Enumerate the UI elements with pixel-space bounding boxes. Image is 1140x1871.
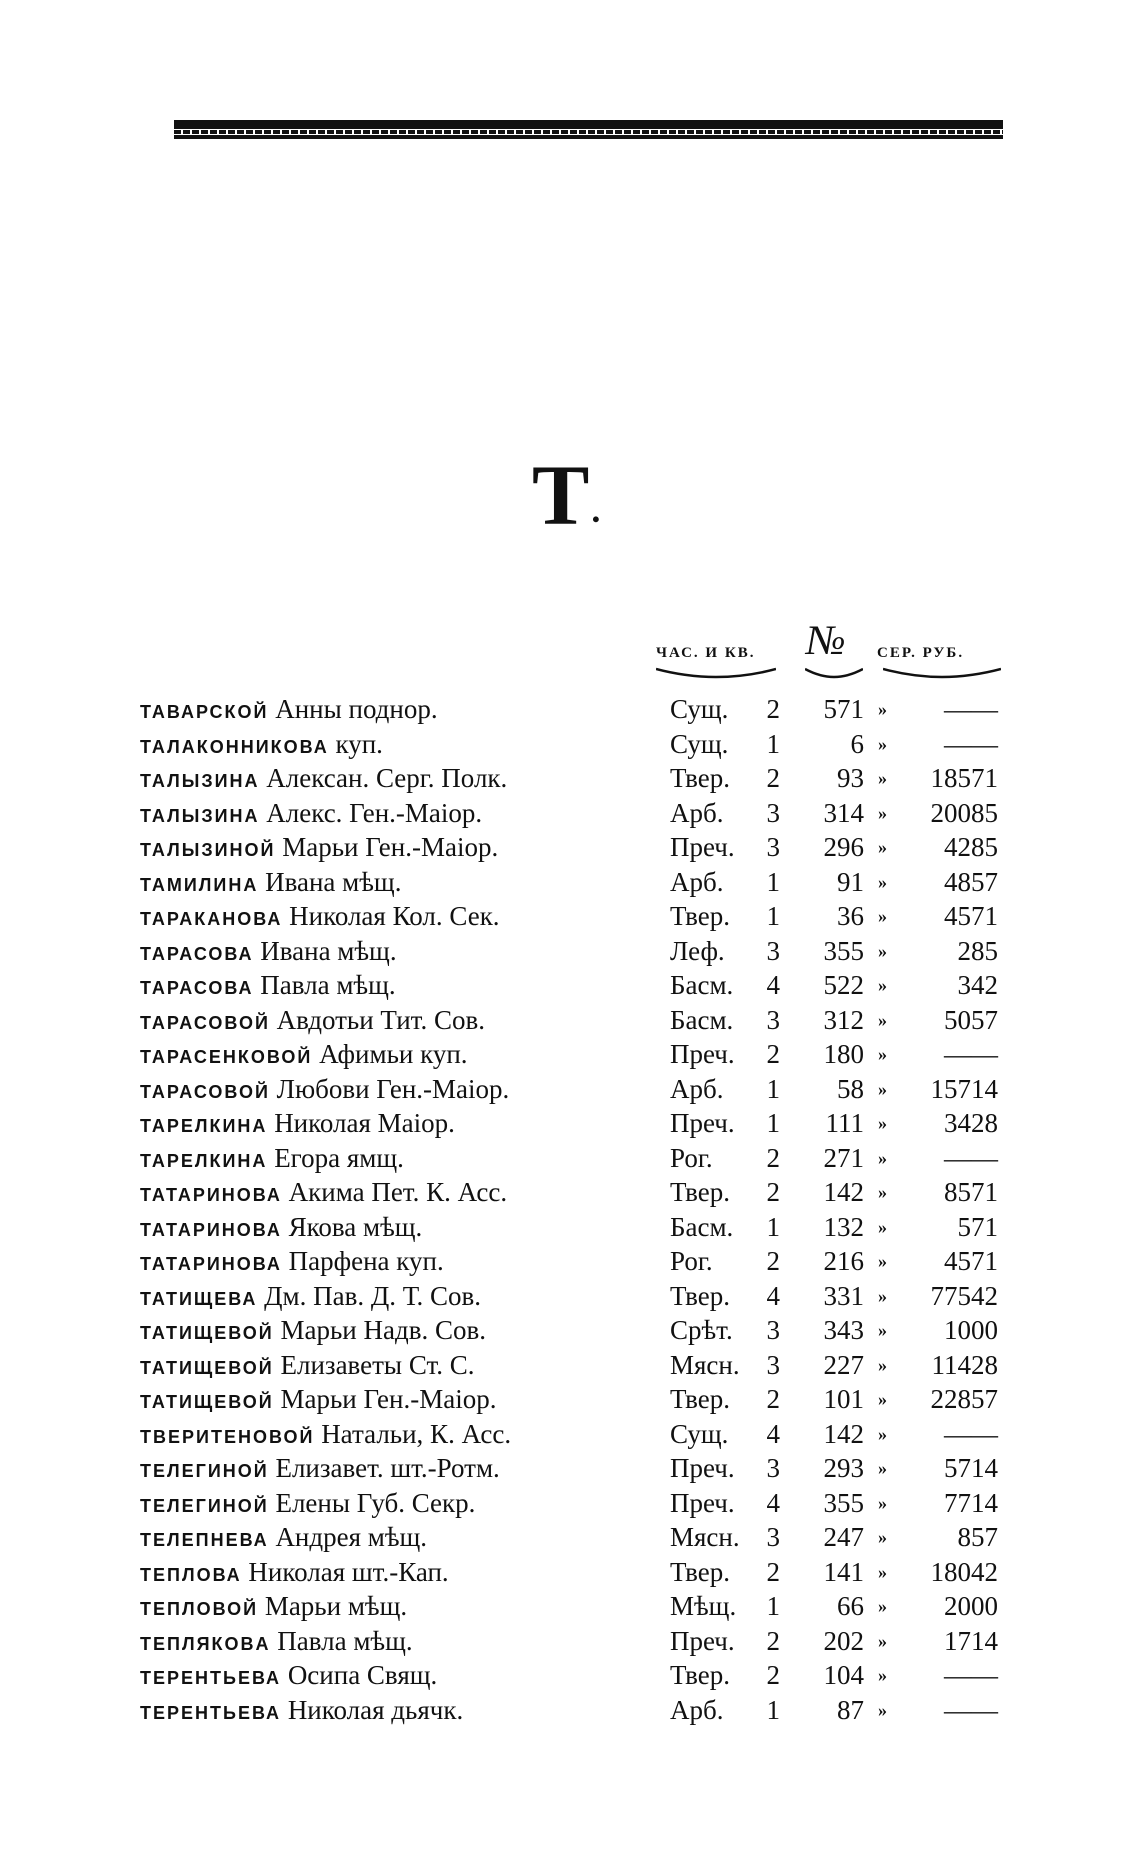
entry-house-number: 216	[823, 1246, 864, 1276]
entry-district: Арб.	[670, 1694, 724, 1725]
entry-name	[140, 1451, 656, 1489]
entry-ditto-mark: »	[878, 906, 887, 926]
entry-ditto-mark: »	[878, 1009, 887, 1030]
entry-house-number: 36	[837, 901, 864, 931]
list-item	[0, 934, 1140, 969]
entry-ditto-mark: »	[878, 1527, 887, 1547]
entry-name	[140, 1210, 656, 1248]
entry-district: Твер.	[670, 1556, 730, 1587]
entry-ditto-mark: »	[878, 871, 887, 892]
entry-ditto-mark: »	[878, 699, 887, 719]
entry-surname: ТАТИЩЕВОЙ	[140, 1357, 274, 1378]
entry-details: Анны поднор.	[275, 694, 438, 724]
list-item	[0, 1520, 1140, 1555]
entry-district: Твер.	[670, 901, 730, 931]
list-item	[0, 1624, 1140, 1659]
top-ornamental-rule	[174, 118, 1003, 142]
entry-quarter: 2	[766, 1625, 780, 1656]
entry-quarter: 3	[766, 1315, 780, 1345]
entry-district: Арб.	[670, 1073, 724, 1104]
entry-surname: ТЕПЛОВОЙ	[140, 1599, 259, 1619]
entry-district: Сущ.	[670, 1418, 729, 1449]
entry-district: Басм.	[670, 1004, 734, 1035]
entry-district: Леф.	[670, 935, 725, 966]
entry-district: Твер.	[670, 1177, 730, 1207]
list-item	[0, 1382, 1140, 1417]
entry-details: Афимьи куп.	[319, 1039, 468, 1069]
entry-house-number: 180	[823, 1039, 864, 1069]
entry-ditto-mark: »	[878, 837, 887, 857]
entry-quarter: 1	[766, 1591, 780, 1621]
entry-silver-rubles: ——	[944, 1418, 998, 1449]
entry-ditto-mark: »	[878, 1423, 887, 1444]
entry-ditto-mark: »	[878, 1182, 887, 1202]
list-item	[0, 692, 1140, 727]
brace-silver	[883, 667, 1001, 679]
entry-details: Алексан. Серг. Полк.	[266, 763, 508, 793]
entry-district: Твер.	[670, 1384, 730, 1414]
entry-surname: ТАТИЩЕВОЙ	[140, 1323, 274, 1343]
entry-house-number: 91	[837, 866, 864, 897]
entry-ditto-mark: »	[878, 940, 887, 961]
entry-house-number: 104	[823, 1660, 864, 1690]
entry-details: куп.	[335, 728, 383, 759]
entry-surname: ТВЕРИТЕНОВОЙ	[140, 1426, 315, 1447]
entry-silver-rubles: 20085	[930, 797, 998, 828]
entry-house-number: 314	[823, 797, 864, 828]
list-item	[0, 1175, 1140, 1210]
entry-quarter: 2	[766, 694, 780, 724]
entry-surname: ТАВАРСКОЙ	[140, 702, 269, 722]
entry-silver-rubles: 4571	[944, 901, 998, 931]
entry-surname: ТАТИЩЕВА	[140, 1288, 258, 1309]
entry-quarter: 1	[766, 1073, 780, 1104]
entry-surname: ТЕЛЕГИНОЙ	[140, 1495, 269, 1516]
entry-ditto-mark: »	[878, 1389, 887, 1409]
entry-house-number: 355	[823, 935, 864, 966]
entry-house-number: 522	[823, 970, 864, 1000]
entry-details: Николая Маіор.	[274, 1108, 455, 1138]
entry-quarter: 3	[766, 1522, 780, 1552]
entry-silver-rubles: 77542	[930, 1280, 998, 1311]
entry-house-number: 571	[823, 694, 864, 724]
entry-district: Твер.	[670, 1280, 730, 1311]
entry-silver-rubles: 4857	[944, 866, 998, 897]
list-item	[0, 1313, 1140, 1348]
list-item	[0, 1244, 1140, 1279]
brace-number	[805, 667, 863, 679]
entry-house-number: 111	[825, 1108, 864, 1138]
entry-silver-rubles: 8571	[944, 1177, 998, 1207]
entry-ditto-mark: »	[878, 1216, 887, 1237]
entry-details: Алекс. Ген.-Маіор.	[266, 797, 483, 828]
entry-house-number: 142	[823, 1177, 864, 1207]
entry-details: Якова мѣщ.	[288, 1211, 423, 1242]
entry-details: Елизавет. шт.-Ротм.	[275, 1453, 500, 1483]
entry-house-number: 293	[823, 1453, 864, 1483]
entry-district: Арб.	[670, 866, 724, 897]
entry-surname: ТАРАСЕНКОВОЙ	[140, 1047, 313, 1067]
entry-name	[140, 1693, 656, 1731]
entry-house-number: 132	[823, 1211, 864, 1242]
entry-name	[140, 1106, 656, 1144]
entry-quarter: 2	[766, 1556, 780, 1587]
entry-ditto-mark: »	[878, 1147, 887, 1168]
entry-district: Твер.	[670, 1660, 730, 1690]
list-item	[0, 899, 1140, 934]
entry-details: Андрея мѣщ.	[275, 1522, 428, 1552]
entry-house-number: 247	[823, 1522, 864, 1552]
list-item	[0, 1106, 1140, 1141]
list-item	[0, 1486, 1140, 1521]
entry-details: Марьи Ген.-Маіор.	[282, 832, 499, 862]
entry-house-number: 142	[823, 1418, 864, 1449]
entry-name	[140, 796, 656, 834]
entry-house-number: 312	[823, 1004, 864, 1035]
entry-name	[140, 692, 656, 730]
entry-silver-rubles: ——	[944, 728, 998, 759]
entry-details: Павла мѣщ.	[277, 1625, 413, 1656]
entry-quarter: 2	[766, 763, 780, 793]
entry-quarter: 4	[766, 970, 780, 1000]
entry-surname: ТАРАСОВОЙ	[140, 1081, 270, 1102]
entry-surname: ТАРАСОВА	[140, 943, 254, 964]
entry-district: Твер.	[670, 763, 730, 793]
entry-silver-rubles: 5057	[944, 1004, 998, 1035]
entry-house-number: 296	[823, 832, 864, 862]
entry-silver-rubles: ——	[944, 694, 998, 724]
entry-house-number: 355	[823, 1487, 864, 1518]
entry-surname: ТЕРЕНТЬЕВА	[140, 1702, 282, 1723]
entry-district: Сущ.	[670, 728, 729, 759]
entry-house-number: 93	[837, 763, 864, 793]
entry-details: Натальи, К. Асс.	[321, 1418, 512, 1449]
list-item	[0, 968, 1140, 1003]
entry-quarter: 2	[766, 1384, 780, 1414]
list-item	[0, 1555, 1140, 1590]
entry-district: Преч.	[670, 1453, 735, 1483]
entry-surname: ТАРАСОВА	[140, 978, 254, 998]
entry-name	[140, 1589, 656, 1627]
entry-house-number: 271	[823, 1142, 864, 1173]
entry-quarter: 2	[766, 1039, 780, 1069]
list-item	[0, 1348, 1140, 1383]
entry-name	[140, 1072, 656, 1110]
entry-silver-rubles: ——	[944, 1694, 998, 1725]
entry-details: Егора ямщ.	[274, 1142, 404, 1173]
entry-district: Басм.	[670, 970, 734, 1000]
entry-surname: ТАЛЫЗИНОЙ	[140, 840, 276, 860]
section-letter-text: Т	[532, 447, 592, 543]
list-item	[0, 865, 1140, 900]
entry-details: Елизаветы Ст. С.	[280, 1349, 475, 1380]
entry-silver-rubles: 5714	[944, 1453, 998, 1483]
entry-surname: ТАЛЫЗИНА	[140, 805, 260, 826]
entry-silver-rubles: 2000	[944, 1591, 998, 1621]
entry-house-number: 202	[823, 1625, 864, 1656]
list-item	[0, 1589, 1140, 1624]
entry-silver-rubles: 857	[957, 1522, 998, 1552]
entry-house-number: 87	[837, 1694, 864, 1725]
entry-district: Рог.	[670, 1142, 713, 1173]
entry-details: Авдотьи Тит. Сов.	[276, 1004, 485, 1035]
entry-house-number: 6	[850, 728, 864, 759]
entry-list	[0, 692, 1140, 1727]
list-item	[0, 1072, 1140, 1107]
entry-ditto-mark: »	[878, 733, 887, 754]
entry-ditto-mark: »	[878, 802, 887, 823]
entry-district: Мѣщ.	[670, 1591, 737, 1621]
entry-silver-rubles: ——	[944, 1142, 998, 1173]
entry-name	[140, 727, 656, 765]
entry-surname: ТАМИЛИНА	[140, 874, 259, 895]
entry-name	[140, 761, 656, 799]
entry-ditto-mark: »	[878, 1044, 887, 1064]
entry-silver-rubles: 285	[957, 935, 998, 966]
entry-details: Николая дьячк.	[287, 1694, 464, 1725]
entry-district: Преч.	[670, 1625, 735, 1656]
entry-details: Елены Губ. Секр.	[275, 1487, 476, 1518]
list-item	[0, 1037, 1140, 1072]
entry-details: Осипа Свящ.	[287, 1660, 438, 1690]
entry-name	[140, 1141, 656, 1179]
list-item	[0, 796, 1140, 831]
entry-quarter: 1	[766, 728, 780, 759]
entry-surname: ТАТАРИНОВА	[140, 1219, 282, 1240]
entry-name	[140, 1382, 656, 1420]
entry-details: Ивана мѣщ.	[260, 935, 397, 966]
entry-quarter: 2	[766, 1142, 780, 1173]
entry-surname: ТЕЛЕПНЕВА	[140, 1530, 269, 1550]
entry-surname: ТАРАКАНОВА	[140, 909, 283, 929]
entry-silver-rubles: 11428	[931, 1349, 998, 1380]
entry-details: Марьи Надв. Сов.	[280, 1315, 486, 1345]
entry-quarter: 2	[766, 1177, 780, 1207]
entry-quarter: 1	[766, 901, 780, 931]
entry-ditto-mark: »	[878, 1458, 887, 1478]
header-number: №	[806, 618, 846, 664]
entry-surname: ТАЛЫЗИНА	[140, 771, 260, 791]
list-item	[0, 830, 1140, 865]
entry-ditto-mark: »	[878, 1354, 887, 1375]
entry-surname: ТАРАСОВОЙ	[140, 1012, 270, 1033]
entry-quarter: 4	[766, 1487, 780, 1518]
entry-district: Преч.	[670, 1487, 735, 1518]
entry-name	[140, 1348, 656, 1386]
entry-quarter: 3	[766, 935, 780, 966]
entry-ditto-mark: »	[878, 1078, 887, 1099]
entry-details: Ивана мѣщ.	[265, 866, 402, 897]
entry-house-number: 141	[823, 1556, 864, 1587]
entry-surname: ТАТАРИНОВА	[140, 1254, 282, 1274]
entry-silver-rubles: 18042	[930, 1556, 998, 1587]
entry-name	[140, 1279, 656, 1317]
entry-name	[140, 1555, 656, 1593]
list-item	[0, 1451, 1140, 1486]
entry-district: Мясн.	[670, 1522, 740, 1552]
entry-silver-rubles: 4571	[944, 1246, 998, 1276]
entry-surname: ТАТИЩЕВОЙ	[140, 1392, 274, 1412]
entry-silver-rubles: ——	[944, 1039, 998, 1069]
entry-silver-rubles: 1714	[944, 1625, 998, 1656]
entry-name	[140, 899, 656, 937]
entry-surname: ТАТАРИНОВА	[140, 1185, 282, 1205]
entry-silver-rubles: 18571	[930, 763, 998, 793]
entry-name	[140, 1003, 656, 1041]
entry-silver-rubles: 1000	[944, 1315, 998, 1345]
entry-details: Дм. Пав. Д. Т. Сов.	[264, 1280, 482, 1311]
entry-house-number: 101	[823, 1384, 864, 1414]
entry-silver-rubles: 3428	[944, 1108, 998, 1138]
entry-name	[140, 865, 656, 903]
entry-district: Преч.	[670, 1039, 735, 1069]
entry-district: Мясн.	[670, 1349, 740, 1380]
entry-details: Николая шт.-Кап.	[248, 1556, 449, 1587]
entry-silver-rubles: 4285	[944, 832, 998, 862]
entry-name	[140, 1037, 656, 1075]
header-silver: СЕР. РУБ.	[877, 645, 965, 661]
list-item	[0, 727, 1140, 762]
entry-district: Преч.	[670, 832, 735, 862]
entry-name	[140, 1486, 656, 1524]
entry-ditto-mark: »	[878, 1251, 887, 1271]
entry-surname: ТЕПЛОВА	[140, 1564, 242, 1585]
entry-ditto-mark: »	[878, 1561, 887, 1582]
entry-quarter: 3	[766, 1453, 780, 1483]
column-headers	[0, 615, 1140, 695]
entry-district: Басм.	[670, 1211, 734, 1242]
entry-quarter: 3	[766, 832, 780, 862]
entry-quarter: 4	[766, 1280, 780, 1311]
entry-district: Рог.	[670, 1246, 713, 1276]
entry-ditto-mark: »	[878, 975, 887, 995]
entry-surname: ТЕРЕНТЬЕВА	[140, 1668, 282, 1688]
entry-silver-rubles: 15714	[930, 1073, 998, 1104]
entry-ditto-mark: »	[878, 1113, 887, 1133]
entry-ditto-mark: »	[878, 1699, 887, 1720]
entry-details: Акима Пет. К. Асс.	[288, 1177, 508, 1207]
section-letter-dot: .	[591, 490, 603, 530]
section-letter	[532, 447, 603, 543]
entry-name	[140, 1624, 656, 1662]
list-item	[0, 761, 1140, 796]
entry-quarter: 1	[766, 866, 780, 897]
entry-house-number: 58	[837, 1073, 864, 1104]
entry-ditto-mark: »	[878, 1492, 887, 1513]
entry-ditto-mark: »	[878, 1596, 887, 1616]
list-item	[0, 1693, 1140, 1728]
header-quarter: ЧАС. И КВ.	[656, 645, 756, 661]
entry-silver-rubles: 22857	[930, 1384, 998, 1414]
entry-quarter: 4	[766, 1418, 780, 1449]
entry-details: Любови Ген.-Маіор.	[276, 1073, 510, 1104]
entry-house-number: 66	[837, 1591, 864, 1621]
entry-surname: ТАЛАКОННИКОВА	[140, 736, 329, 757]
entry-silver-rubles: ——	[944, 1660, 998, 1690]
entry-quarter: 3	[766, 797, 780, 828]
entry-quarter: 1	[766, 1694, 780, 1725]
entry-details: Николая Кол. Сек.	[289, 901, 500, 931]
entry-ditto-mark: »	[878, 1320, 887, 1340]
entry-details: Марьи Ген.-Маіор.	[280, 1384, 497, 1414]
entry-ditto-mark: »	[878, 768, 887, 788]
list-item	[0, 1658, 1140, 1693]
entry-name	[140, 1244, 656, 1282]
entry-name	[140, 830, 656, 868]
entry-quarter: 2	[766, 1660, 780, 1690]
list-item	[0, 1210, 1140, 1245]
entry-name	[140, 1175, 656, 1213]
entry-quarter: 3	[766, 1004, 780, 1035]
entry-silver-rubles: 342	[957, 970, 998, 1000]
entry-house-number: 343	[823, 1315, 864, 1345]
entry-details: Павла мѣщ.	[260, 970, 396, 1000]
entry-name	[140, 1520, 656, 1558]
entry-district: Срѣт.	[670, 1315, 733, 1345]
entry-ditto-mark: »	[878, 1630, 887, 1651]
entry-silver-rubles: 7714	[944, 1487, 998, 1518]
entry-ditto-mark: »	[878, 1285, 887, 1306]
entry-surname: ТАРЕЛКИНА	[140, 1150, 268, 1171]
entry-house-number: 331	[823, 1280, 864, 1311]
entry-district: Сущ.	[670, 694, 729, 724]
list-item	[0, 1417, 1140, 1452]
entry-name	[140, 968, 656, 1006]
brace-quarter	[656, 667, 776, 679]
entry-details: Марьи мѣщ.	[264, 1591, 408, 1621]
entry-quarter: 1	[766, 1108, 780, 1138]
entry-name	[140, 1658, 656, 1696]
entry-district: Арб.	[670, 797, 724, 828]
entry-ditto-mark: »	[878, 1665, 887, 1685]
list-item	[0, 1141, 1140, 1176]
list-item	[0, 1279, 1140, 1314]
entry-name	[140, 1313, 656, 1351]
entry-name	[140, 1417, 656, 1455]
entry-quarter: 1	[766, 1211, 780, 1242]
entry-quarter: 2	[766, 1246, 780, 1276]
list-item	[0, 1003, 1140, 1038]
entry-surname: ТЕПЛЯКОВA	[140, 1633, 271, 1654]
entry-house-number: 227	[823, 1349, 864, 1380]
entry-silver-rubles: 571	[957, 1211, 998, 1242]
entry-surname: ТАРЕЛКИНА	[140, 1116, 268, 1136]
entry-name	[140, 934, 656, 972]
entry-quarter: 3	[766, 1349, 780, 1380]
entry-district: Преч.	[670, 1108, 735, 1138]
entry-details: Парфена куп.	[288, 1246, 444, 1276]
entry-surname: ТЕЛЕГИНОЙ	[140, 1461, 269, 1481]
